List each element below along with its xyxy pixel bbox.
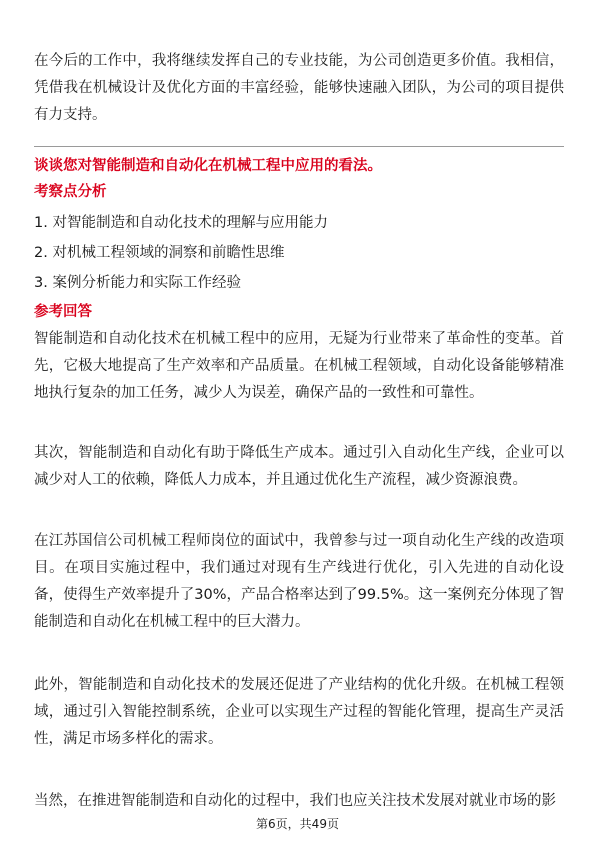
section-divider (34, 146, 564, 147)
analysis-item: 1. 对智能制造和自动化技术的理解与应用能力 (34, 215, 328, 231)
analysis-item: 3. 案例分析能力和实际工作经验 (34, 275, 241, 291)
answer-paragraph: 此外，智能制造和自动化技术的发展还促进了产业结构的优化升级。在机械工程领域，通过引入智能控制系统，企业可以实现生产过程的智能化管理，提高生产灵活性，满足市场多样化的需求。 (34, 677, 564, 747)
answer-heading: 参考回答 (34, 304, 92, 320)
page-number-footer: 第6页，共49页 (256, 817, 339, 831)
intro-paragraph: 在今后的工作中，我将继续发挥自己的专业技能，为公司创造更多价值。我相信，凭借我在机械设计及优化方面的丰富经验，能够快速融入团队，为公司的项目提供有力支持。 (34, 53, 564, 123)
analysis-item: 2. 对机械工程领域的洞察和前瞻性思维 (34, 245, 285, 261)
analysis-list (34, 208, 328, 298)
question-title: 谈谈您对智能制造和自动化在机械工程中应用的看法。 (34, 158, 382, 174)
answer-paragraph: 智能制造和自动化技术在机械工程中的应用，无疑为行业带来了革命性的变革。首先，它极大地提高了生产效率和产品质量。在机械工程领域，自动化设备能够精准地执行复杂的加工任务，减少人为误差，确保产品的一致性和可靠性。 (34, 331, 564, 401)
analysis-heading: 考察点分析 (34, 184, 107, 200)
answer-paragraph: 在江苏国信公司机械工程师岗位的面试中，我曾参与过一项自动化生产线的改造项目。在项目实施过程中，我们通过对现有生产线进行优化，引入先进的自动化设备，使得生产效率提升了30%，产品合格率达到了99.5%。这一案例充分体现了智能制造和自动化在机械工程中的巨大潜力。 (34, 533, 564, 630)
answer-paragraph: 其次，智能制造和自动化有助于降低生产成本。通过引入自动化生产线，企业可以减少对人工的依赖，降低人力成本，并且通过优化生产流程，减少资源浪费。 (34, 445, 564, 488)
answer-paragraph: 当然，在推进智能制造和自动化的过程中，我们也应关注技术发展对就业市场的影 (34, 793, 556, 809)
